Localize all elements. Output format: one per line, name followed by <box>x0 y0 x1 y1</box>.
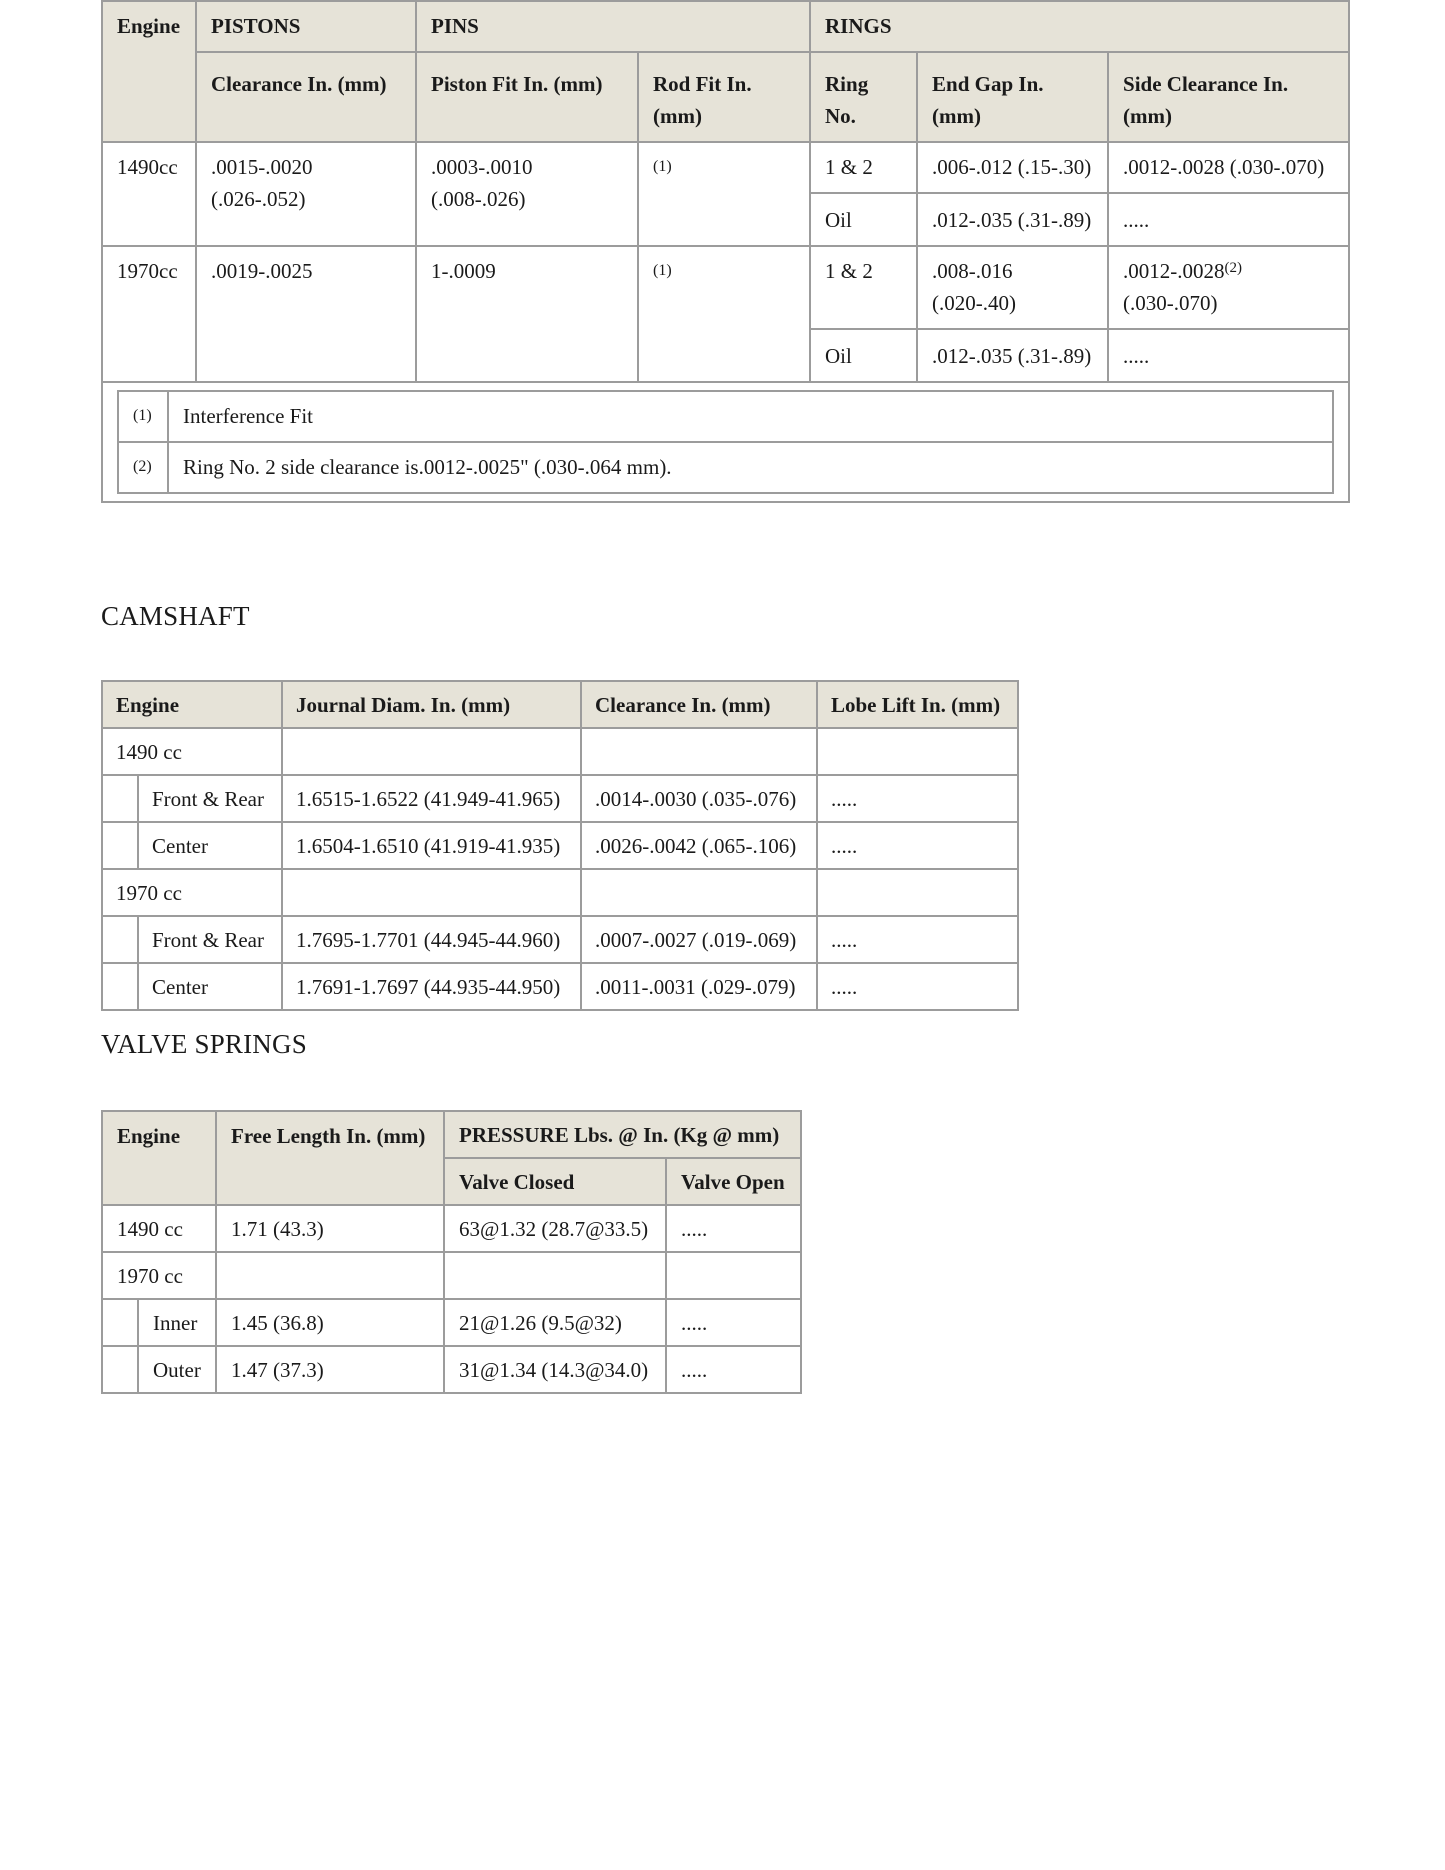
rod-fit-cell <box>638 142 810 246</box>
table-row <box>102 963 1018 1010</box>
valve-springs-table <box>101 1110 802 1394</box>
footnote-ref: (1) <box>653 262 672 279</box>
lobe-cell <box>817 869 1018 916</box>
ring-no-cell: 1 & 2 <box>810 142 917 193</box>
table-row <box>102 775 1018 822</box>
free-length-cell: 1.71 (43.3) <box>216 1205 444 1252</box>
indent-cell <box>102 822 138 869</box>
header-row <box>102 681 1018 728</box>
pressure-header: PRESSURE Lbs. @ In. (Kg @ mm) <box>444 1111 801 1158</box>
journal-cell <box>282 728 581 775</box>
side-clearance-cell: ..... <box>1108 193 1349 246</box>
indent-cell <box>102 963 138 1010</box>
valve-open-header: Valve Open <box>666 1158 801 1205</box>
valve-open-cell: ..... <box>666 1299 801 1346</box>
ring-no-cell: Oil <box>810 193 917 246</box>
valve-closed-cell: 63@1.32 (28.7@33.5) <box>444 1205 666 1252</box>
clearance-cell: .0015-.0020 (.026-.052) <box>196 142 416 246</box>
table-row <box>102 822 1018 869</box>
valve-closed-header: Valve Closed <box>444 1158 666 1205</box>
journal-cell: 1.6515-1.6522 (41.949-41.965) <box>282 775 581 822</box>
free-length-header: Free Length In. (mm) <box>216 1111 444 1205</box>
side-clearance-cell <box>1108 246 1349 329</box>
engine-cell: 1970 cc <box>102 1252 216 1299</box>
spring-cell: Inner <box>138 1299 216 1346</box>
end-gap-cell: .012-.035 (.31-.89) <box>917 329 1108 382</box>
free-length-cell: 1.45 (36.8) <box>216 1299 444 1346</box>
lobe-cell: ..... <box>817 916 1018 963</box>
position-cell: Center <box>138 963 282 1010</box>
header-row-groups <box>102 1 1349 52</box>
piston-fit-header: Piston Fit In. (mm) <box>416 52 638 142</box>
side-clearance-cell: ..... <box>1108 329 1349 382</box>
clearance-header: Clearance In. (mm) <box>196 52 416 142</box>
engine-header: Engine <box>102 681 282 728</box>
side-clearance-metric: (.030-.070) <box>1123 291 1218 315</box>
footnote-number: (2) <box>118 442 168 493</box>
journal-cell: 1.7695-1.7701 (44.945-44.960) <box>282 916 581 963</box>
indent-cell <box>102 1299 138 1346</box>
rings-header: RINGS <box>810 1 1349 52</box>
table-row <box>102 869 1018 916</box>
rod-fit-cell <box>638 246 810 382</box>
engine-cell: 1490 cc <box>102 728 282 775</box>
end-gap-cell: .008-.016 (.020-.40) <box>917 246 1108 329</box>
lobe-cell: ..... <box>817 963 1018 1010</box>
footnote-text: Ring No. 2 side clearance is.0012-.0025" (.030-.064 mm). <box>168 442 1333 493</box>
position-cell: Front & Rear <box>138 775 282 822</box>
journal-cell: 1.6504-1.6510 (41.919-41.935) <box>282 822 581 869</box>
clearance-cell <box>581 869 817 916</box>
lobe-cell <box>817 728 1018 775</box>
side-clearance-cell: .0012-.0028 (.030-.070) <box>1108 142 1349 193</box>
valve-closed-cell: 21@1.26 (9.5@32) <box>444 1299 666 1346</box>
camshaft-table <box>101 680 1019 1011</box>
indent-cell <box>102 916 138 963</box>
engine-header: Engine <box>102 1 196 142</box>
piston-fit-cell: 1-.0009 <box>416 246 638 382</box>
pistons-header: PISTONS <box>196 1 416 52</box>
clearance-cell: .0007-.0027 (.019-.069) <box>581 916 817 963</box>
valve-open-cell <box>666 1252 801 1299</box>
table-row <box>102 916 1018 963</box>
ring-no-cell: 1 & 2 <box>810 246 917 329</box>
table-row <box>102 1346 801 1393</box>
free-length-cell: 1.47 (37.3) <box>216 1346 444 1393</box>
free-length-cell <box>216 1252 444 1299</box>
lobe-lift-header: Lobe Lift In. (mm) <box>817 681 1018 728</box>
table-row <box>102 246 1349 329</box>
table-row <box>102 1252 801 1299</box>
footnotes-table <box>117 390 1334 494</box>
side-clearance-header: Side Clearance In. (mm) <box>1108 52 1349 142</box>
position-cell: Center <box>138 822 282 869</box>
clearance-cell <box>581 728 817 775</box>
header-row-groups <box>102 1111 801 1158</box>
valve-closed-cell: 31@1.34 (14.3@34.0) <box>444 1346 666 1393</box>
journal-diam-header: Journal Diam. In. (mm) <box>282 681 581 728</box>
indent-cell <box>102 1346 138 1393</box>
camshaft-heading: CAMSHAFT <box>101 601 250 631</box>
pistons-pins-rings-table <box>101 0 1350 503</box>
clearance-cell: .0014-.0030 (.035-.076) <box>581 775 817 822</box>
pins-header: PINS <box>416 1 810 52</box>
valve-springs-heading: VALVE SPRINGS <box>101 1029 307 1059</box>
valve-open-cell: ..... <box>666 1346 801 1393</box>
engine-cell: 1970 cc <box>102 869 282 916</box>
end-gap-header: End Gap In. (mm) <box>917 52 1108 142</box>
header-row-columns <box>102 52 1349 142</box>
clearance-cell: .0026-.0042 (.065-.106) <box>581 822 817 869</box>
lobe-cell: ..... <box>817 822 1018 869</box>
position-cell: Front & Rear <box>138 916 282 963</box>
end-gap-cell: .006-.012 (.15-.30) <box>917 142 1108 193</box>
ring-no-cell: Oil <box>810 329 917 382</box>
footnote <box>118 442 1333 493</box>
table-row <box>102 142 1349 193</box>
engine-header: Engine <box>102 1111 216 1205</box>
engine-cell: 1970cc <box>102 246 196 382</box>
footnote-number: (1) <box>118 391 168 442</box>
valve-open-cell: ..... <box>666 1205 801 1252</box>
footnote-text: Interference Fit <box>168 391 1333 442</box>
engine-cell: 1490 cc <box>102 1205 216 1252</box>
side-clearance-value: .0012-.0028 <box>1123 259 1225 283</box>
journal-cell: 1.7691-1.7697 (44.935-44.950) <box>282 963 581 1010</box>
rod-fit-header: Rod Fit In. (mm) <box>638 52 810 142</box>
engine-cell: 1490cc <box>102 142 196 246</box>
journal-cell <box>282 869 581 916</box>
ring-no-header: Ring No. <box>810 52 917 142</box>
piston-fit-cell: .0003-.0010 (.008-.026) <box>416 142 638 246</box>
lobe-cell: ..... <box>817 775 1018 822</box>
end-gap-cell: .012-.035 (.31-.89) <box>917 193 1108 246</box>
clearance-header: Clearance In. (mm) <box>581 681 817 728</box>
indent-cell <box>102 775 138 822</box>
footnotes-row <box>102 382 1349 502</box>
clearance-cell: .0011-.0031 (.029-.079) <box>581 963 817 1010</box>
footnote-ref: (1) <box>653 158 672 175</box>
valve-closed-cell <box>444 1252 666 1299</box>
footnotes-cell <box>102 382 1349 502</box>
spring-cell: Outer <box>138 1346 216 1393</box>
clearance-cell: .0019-.0025 <box>196 246 416 382</box>
table-row <box>102 1299 801 1346</box>
table-row <box>102 728 1018 775</box>
footnote <box>118 391 1333 442</box>
table-row <box>102 1205 801 1252</box>
footnote-ref: (2) <box>1224 260 1243 276</box>
